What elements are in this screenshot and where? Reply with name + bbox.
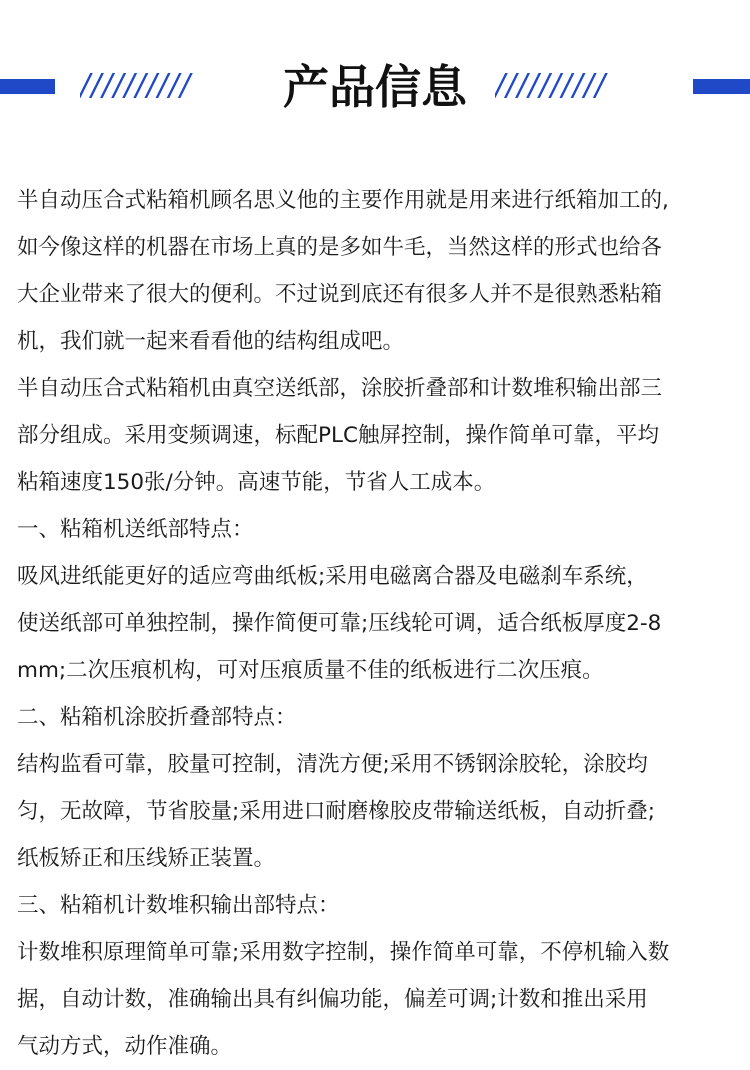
feeding-line-3: mm;二次压痕机构，可对压痕质量不佳的纸板进行二次压痕。: [17, 658, 604, 683]
composition-line-1: 半自动压合式粘箱机由真空送纸部，涂胶折叠部和计数堆积输出部三: [17, 376, 663, 401]
intro-line-3: 大企业带来了很大的便利。不过说到底还有很多人并不是很熟悉粘箱: [17, 282, 663, 307]
left-slash-decoration: //////////: [80, 68, 192, 103]
gluing-line-3: 纸板矫正和压线矫正装置。: [17, 846, 276, 871]
intro-line-1: 半自动压合式粘箱机顾名思义他的主要作用就是用来进行纸箱加工的,: [17, 188, 669, 213]
intro-line-2: 如今像这样的机器在市场上真的是多如牛毛，当然这样的形式也给各: [17, 235, 663, 260]
left-accent-bar: [0, 79, 55, 94]
section-heading-gluing: 二、粘箱机涂胶折叠部特点：: [17, 705, 297, 730]
counting-line-2: 据，自动计数，准确输出具有纠偏功能，偏差可调;计数和推出采用: [17, 987, 648, 1012]
product-description: [17, 177, 747, 1070]
right-slash-decoration: //////////: [495, 68, 607, 103]
section-heading-feeding: 一、粘箱机送纸部特点：: [17, 517, 254, 542]
page-title: 产品信息: [283, 60, 467, 114]
section-heading-counting: 三、粘箱机计数堆积输出部特点：: [17, 893, 340, 918]
composition-line-2: 部分组成。采用变频调速，标配PLC触屏控制，操作简单可靠，平均: [17, 423, 659, 448]
feeding-line-1: 吸风进纸能更好的适应弯曲纸板;采用电磁离合器及电磁刹车系统，: [17, 564, 648, 589]
counting-line-1: 计数堆积原理简单可靠;采用数字控制，操作简单可靠，不停机输入数: [17, 940, 670, 965]
right-accent-bar: [693, 79, 750, 94]
intro-line-4: 机，我们就一起来看看他的结构组成吧。: [17, 329, 405, 354]
feeding-line-2: 使送纸部可单独控制，操作简便可靠;压线轮可调，适合纸板厚度2-8: [17, 611, 662, 636]
counting-line-3: 气动方式，动作准确。: [17, 1034, 233, 1059]
gluing-line-1: 结构监看可靠，胶量可控制，清洗方便;采用不锈钢涂胶轮，涂胶均: [17, 752, 648, 777]
gluing-line-2: 匀，无故障，节省胶量;采用进口耐磨橡胶皮带输送纸板，自动折叠;: [17, 799, 655, 824]
composition-line-3: 粘箱速度150张/分钟。高速节能，节省人工成本。: [17, 470, 496, 495]
section-header: [0, 0, 750, 170]
